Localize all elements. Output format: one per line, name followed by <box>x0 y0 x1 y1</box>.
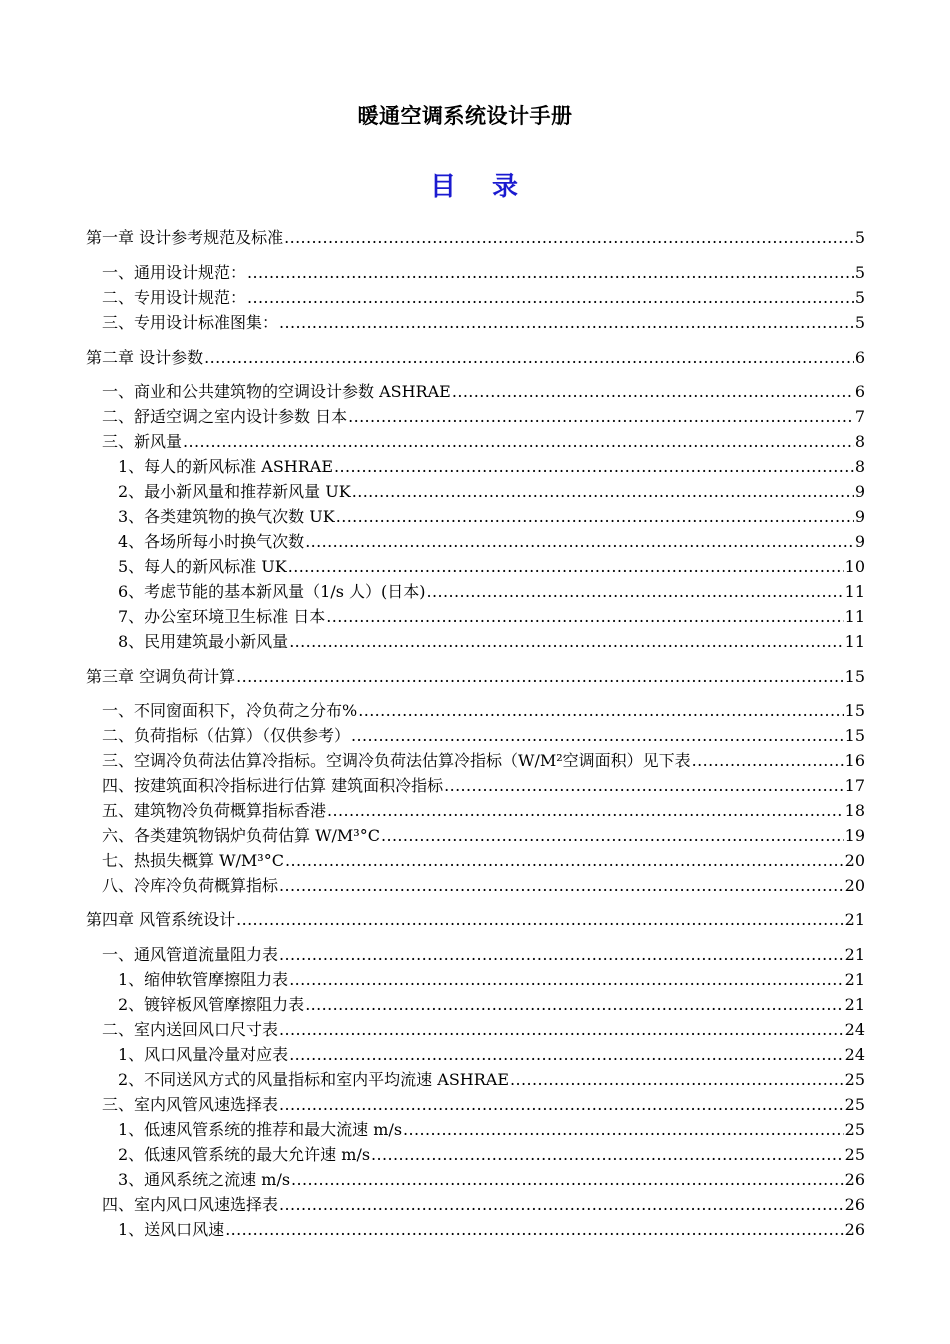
toc-entry-page-number: 9 <box>854 482 865 501</box>
toc-dot-leader <box>247 262 854 284</box>
toc-entry[interactable] <box>118 1069 865 1091</box>
toc-dot-leader <box>452 381 854 403</box>
toc-entry-title: 五、建筑物冷负荷概算指标香港 <box>102 801 327 820</box>
toc-entry-title: 6、考虑节能的基本新风量（1/s 人）(日本) <box>118 582 426 601</box>
toc-entry-title: 第一章 设计参考规范及标准 <box>86 228 284 247</box>
toc-entry[interactable] <box>86 666 865 688</box>
toc-entry-title: 8、民用建筑最小新风量 <box>118 632 289 651</box>
toc-entry[interactable] <box>102 312 865 334</box>
toc-entry[interactable] <box>102 262 865 284</box>
toc-entry-title: 1、低速风管系统的推荐和最大流速 m/s <box>118 1120 403 1139</box>
toc-entry-page-number: 5 <box>854 263 865 282</box>
toc-entry[interactable] <box>118 969 865 991</box>
toc-entry-page-number: 5 <box>854 313 865 332</box>
toc-entry-page-number: 6 <box>854 348 865 367</box>
toc-dot-leader <box>279 944 844 966</box>
toc-entry-page-number: 15 <box>844 726 865 745</box>
toc-entry[interactable] <box>102 700 865 722</box>
toc-entry-page-number: 26 <box>844 1220 865 1239</box>
toc-entry[interactable] <box>118 506 865 528</box>
toc-entry-page-number: 11 <box>844 582 865 601</box>
toc-entry-title: 二、室内送回风口尺寸表 <box>102 1020 279 1039</box>
toc-dot-leader <box>279 1194 844 1216</box>
toc-dot-leader <box>289 969 843 991</box>
toc-entry[interactable] <box>118 531 865 553</box>
toc-dot-leader <box>225 1219 843 1241</box>
toc-dot-leader <box>305 994 843 1016</box>
toc-dot-leader <box>336 506 854 528</box>
toc-entry[interactable] <box>118 556 865 578</box>
toc-entry-page-number: 25 <box>844 1095 865 1114</box>
toc-entry-title: 3、通风系统之流速 m/s <box>118 1170 291 1189</box>
toc-dot-leader <box>279 312 854 334</box>
toc-entry-page-number: 5 <box>854 228 865 247</box>
toc-entry[interactable] <box>102 431 865 453</box>
toc-entry-title: 二、负荷指标（估算）（仅供参考） <box>102 726 351 745</box>
toc-entry-page-number: 17 <box>844 776 865 795</box>
toc-entry-page-number: 26 <box>844 1195 865 1214</box>
toc-dot-leader <box>247 287 854 309</box>
toc-entry[interactable] <box>102 800 865 822</box>
toc-entry-page-number: 6 <box>854 382 865 401</box>
toc-entry[interactable] <box>118 1219 865 1241</box>
toc-entry-page-number: 20 <box>844 851 865 870</box>
toc-entry[interactable] <box>118 456 865 478</box>
toc-dot-leader <box>279 1094 844 1116</box>
toc-entry[interactable] <box>102 287 865 309</box>
toc-entry-title: 二、舒适空调之室内设计参数 日本 <box>102 407 348 426</box>
toc-entry[interactable] <box>102 725 865 747</box>
toc-entry-title: 七、热损失概算 W/M³°C <box>102 851 284 870</box>
toc-entry-page-number: 8 <box>854 457 865 476</box>
toc-entry-title: 第三章 空调负荷计算 <box>86 667 236 686</box>
toc-entry-page-number: 24 <box>844 1045 865 1064</box>
toc-entry[interactable] <box>102 406 865 428</box>
toc-entry-page-number: 18 <box>844 801 865 820</box>
toc-entry-page-number: 9 <box>854 532 865 551</box>
toc-entry-title: 一、通风管道流量阻力表 <box>102 945 279 964</box>
toc-entry-title: 1、每人的新风标准 ASHRAE <box>118 457 334 476</box>
toc-dot-leader <box>327 800 844 822</box>
toc-entry-title: 2、镀锌板风管摩擦阻力表 <box>118 995 305 1014</box>
toc-entry-title: 三、空调冷负荷法估算冷指标。空调冷负荷法估算冷指标（W/M²空调面积）见下表 <box>102 751 691 770</box>
toc-entry-title: 一、通用设计规范： <box>102 263 247 282</box>
toc-entry-title: 5、每人的新风标准 UK <box>118 557 287 576</box>
document-title: 暖通空调系统设计手册 <box>357 104 573 128</box>
toc-heading <box>0 166 950 203</box>
toc-entry[interactable] <box>102 944 865 966</box>
toc-entry-page-number: 15 <box>844 667 865 686</box>
toc-entry-title: 2、低速风管系统的最大允许速 m/s <box>118 1145 371 1164</box>
toc-entry-title: 1、送风口风速 <box>118 1220 225 1239</box>
toc-entry[interactable] <box>102 825 865 847</box>
toc-entry[interactable] <box>86 347 865 369</box>
toc-entry-page-number: 7 <box>854 407 865 426</box>
toc-entry[interactable] <box>102 1194 865 1216</box>
toc-entry-title: 第四章 风管系统设计 <box>86 910 236 929</box>
toc-dot-leader <box>371 1144 844 1166</box>
toc-entry[interactable] <box>118 631 865 653</box>
toc-heading-char-2: 录 <box>492 172 521 202</box>
toc-dot-leader <box>334 456 854 478</box>
toc-dot-leader <box>692 750 844 772</box>
toc-entry-title: 八、冷库冷负荷概算指标 <box>102 876 279 895</box>
toc-entry-title: 1、缩伸软管摩擦阻力表 <box>118 970 289 989</box>
toc-entry-page-number: 21 <box>844 970 865 989</box>
toc-entry-title: 第二章 设计参数 <box>86 348 204 367</box>
toc-dot-leader <box>183 431 854 453</box>
toc-dot-leader <box>381 825 844 847</box>
toc-entry[interactable] <box>102 381 865 403</box>
toc-entry-page-number: 11 <box>844 607 865 626</box>
toc-entry-page-number: 9 <box>854 507 865 526</box>
toc-entry-page-number: 26 <box>844 1170 865 1189</box>
toc-dot-leader <box>427 581 844 603</box>
toc-dot-leader <box>236 909 844 931</box>
toc-dot-leader <box>351 725 844 747</box>
toc-dot-leader <box>284 227 854 249</box>
toc-entry[interactable] <box>102 1094 865 1116</box>
toc-entry[interactable] <box>118 481 865 503</box>
toc-entry-title: 一、商业和公共建筑物的空调设计参数 ASHRAE <box>102 382 451 401</box>
toc-entry-title: 7、办公室环境卫生标准 日本 <box>118 607 326 626</box>
toc-entry[interactable] <box>118 994 865 1016</box>
toc-entry-page-number: 21 <box>844 910 865 929</box>
toc-dot-leader <box>358 700 843 722</box>
toc-entry-title: 四、室内风口风速选择表 <box>102 1195 279 1214</box>
toc-heading-char-1: 目 <box>429 172 458 202</box>
toc-entry-page-number: 15 <box>844 701 865 720</box>
toc-entry-page-number: 19 <box>844 826 865 845</box>
toc-entry-title: 六、各类建筑物锅炉负荷估算 W/M³°C <box>102 826 380 845</box>
toc-entry-page-number: 20 <box>844 876 865 895</box>
toc-dot-leader <box>279 1019 844 1041</box>
toc-dot-leader <box>348 406 854 428</box>
toc-entry-page-number: 16 <box>844 751 865 770</box>
toc-dot-leader <box>279 875 844 897</box>
toc-entry[interactable] <box>118 1169 865 1191</box>
toc-entry-title: 1、风口风量冷量对应表 <box>118 1045 289 1064</box>
toc-dot-leader <box>285 850 844 872</box>
toc-dot-leader <box>305 531 854 553</box>
toc-dot-leader <box>352 481 854 503</box>
toc-entry-page-number: 25 <box>844 1145 865 1164</box>
toc-entry[interactable] <box>118 1044 865 1066</box>
toc-entry-title: 4、各场所每小时换气次数 <box>118 532 305 551</box>
toc-entry-title: 三、新风量 <box>102 432 183 451</box>
toc-entry-page-number: 25 <box>844 1120 865 1139</box>
toc-entry-title: 二、专用设计规范： <box>102 288 247 307</box>
toc-entry[interactable] <box>118 1119 865 1141</box>
toc-entry-page-number: 11 <box>844 632 865 651</box>
toc-dot-leader <box>403 1119 844 1141</box>
toc-entry-title: 一、不同窗面积下，冷负荷之分布% <box>102 701 358 720</box>
toc-entry[interactable] <box>86 909 865 931</box>
toc-entry-page-number: 24 <box>844 1020 865 1039</box>
toc-dot-leader <box>291 1169 844 1191</box>
toc-entry-page-number: 25 <box>844 1070 865 1089</box>
toc-entry[interactable] <box>118 581 865 603</box>
toc-dot-leader <box>289 1044 843 1066</box>
toc-dot-leader <box>236 666 844 688</box>
toc-entry[interactable] <box>118 1144 865 1166</box>
toc-entry[interactable] <box>102 850 865 872</box>
toc-entry[interactable] <box>118 606 865 628</box>
toc-dot-leader <box>204 347 854 369</box>
toc-dot-leader <box>289 631 843 653</box>
toc-entry[interactable] <box>102 875 865 897</box>
toc-entry-title: 三、专用设计标准图集： <box>102 313 279 332</box>
toc-entry-title: 3、各类建筑物的换气次数 UK <box>118 507 335 526</box>
toc-entry[interactable] <box>102 750 865 772</box>
toc-entry-page-number: 21 <box>844 945 865 964</box>
toc-entry-title: 三、室内风管风速选择表 <box>102 1095 279 1114</box>
toc-entry-page-number: 8 <box>854 432 865 451</box>
toc-entry-page-number: 10 <box>844 557 865 576</box>
toc-entry[interactable] <box>86 227 865 249</box>
toc-dot-leader <box>326 606 843 628</box>
toc-dot-leader <box>288 556 844 578</box>
toc-entry-title: 四、按建筑面积冷指标进行估算 建筑面积冷指标 <box>102 776 444 795</box>
toc-entry[interactable] <box>102 1019 865 1041</box>
toc-entry-title: 2、最小新风量和推荐新风量 UK <box>118 482 351 501</box>
toc-dot-leader <box>444 775 844 797</box>
toc-entry-page-number: 21 <box>844 995 865 1014</box>
toc-dot-leader <box>510 1069 844 1091</box>
toc-entry-page-number: 5 <box>854 288 865 307</box>
toc-entry-title: 2、不同送风方式的风量指标和室内平均流速 ASHRAE <box>118 1070 510 1089</box>
toc-entry[interactable] <box>102 775 865 797</box>
